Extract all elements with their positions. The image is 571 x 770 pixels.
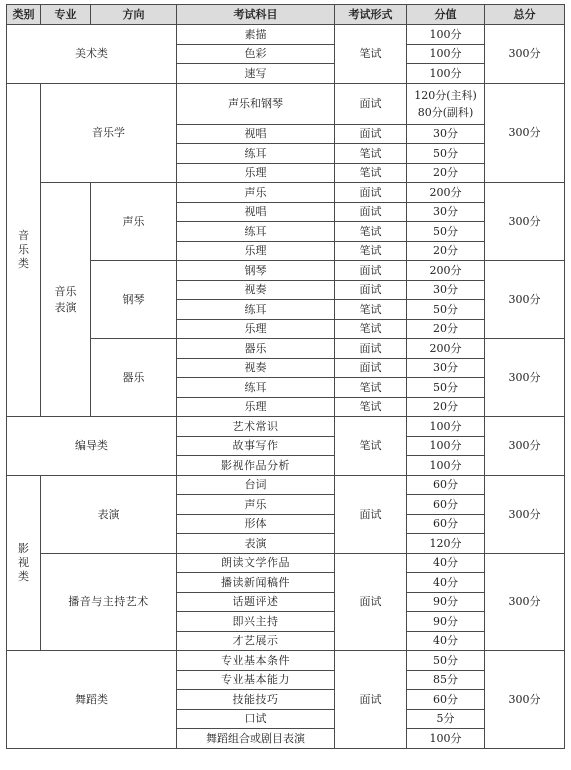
total-cell: 300分 [485, 651, 565, 749]
subject-cell: 即兴主持 [177, 612, 335, 632]
form-cell: 面试 [335, 83, 407, 124]
musicology-major: 音乐学 [41, 83, 177, 183]
score-cell: 85分 [407, 670, 485, 690]
form-cell: 面试 [335, 261, 407, 281]
form-cell: 笔试 [335, 241, 407, 261]
score-cell: 60分 [407, 495, 485, 515]
subject-cell: 故事写作 [177, 436, 335, 456]
total-cell: 300分 [485, 417, 565, 476]
header-score: 分值 [407, 5, 485, 25]
table-row [7, 261, 565, 281]
subject-cell: 声乐 [177, 495, 335, 515]
subject-cell: 器乐 [177, 339, 335, 359]
subject-cell: 播读新闻稿件 [177, 573, 335, 593]
subject-cell: 表演 [177, 534, 335, 554]
form-cell: 笔试 [335, 397, 407, 417]
subject-cell: 声乐和钢琴 [177, 83, 335, 124]
score-cell: 50分 [407, 144, 485, 164]
acting-major: 表演 [41, 475, 177, 553]
subject-cell: 练耳 [177, 222, 335, 242]
score-cell: 100分 [407, 456, 485, 476]
subject-cell: 视奏 [177, 280, 335, 300]
subject-cell: 技能技巧 [177, 690, 335, 710]
form-cell: 面试 [335, 651, 407, 749]
total-cell: 300分 [485, 475, 565, 553]
score-cell [407, 83, 485, 124]
header-category: 类别 [7, 5, 41, 25]
subject-cell: 乐理 [177, 163, 335, 183]
score-cell: 5分 [407, 709, 485, 729]
form-cell: 笔试 [335, 300, 407, 320]
exam-subjects-table [6, 4, 565, 749]
score-cell: 40分 [407, 573, 485, 593]
score-cell: 30分 [407, 358, 485, 378]
subject-cell: 朗读文学作品 [177, 553, 335, 573]
form-cell: 面试 [335, 183, 407, 203]
table-row [7, 83, 565, 124]
subject-cell: 口试 [177, 709, 335, 729]
score-cell: 50分 [407, 378, 485, 398]
subject-cell: 专业基本条件 [177, 651, 335, 671]
score-cell: 50分 [407, 222, 485, 242]
total-cell: 300分 [485, 339, 565, 417]
form-cell: 笔试 [335, 163, 407, 183]
score-cell: 100分 [407, 729, 485, 749]
subject-cell: 乐理 [177, 319, 335, 339]
form-cell: 笔试 [335, 319, 407, 339]
direction-cell: 器乐 [91, 339, 177, 417]
subject-cell: 形体 [177, 514, 335, 534]
header-total: 总分 [485, 5, 565, 25]
header-row [7, 5, 565, 25]
score-cell: 100分 [407, 436, 485, 456]
subject-cell: 乐理 [177, 241, 335, 261]
direction-cell: 钢琴 [91, 261, 177, 339]
form-cell: 面试 [335, 202, 407, 222]
form-cell: 面试 [335, 280, 407, 300]
score-cell: 100分 [407, 44, 485, 64]
score-cell: 100分 [407, 25, 485, 45]
subject-cell: 色彩 [177, 44, 335, 64]
score-cell: 20分 [407, 241, 485, 261]
dance-category: 舞蹈类 [7, 651, 177, 749]
score-cell: 30分 [407, 280, 485, 300]
subject-cell: 舞蹈组合或剧目表演 [177, 729, 335, 749]
direction-cell: 声乐 [91, 183, 177, 261]
score-cell: 90分 [407, 592, 485, 612]
header-subject: 考试科目 [177, 5, 335, 25]
music-category [7, 83, 41, 417]
total-cell: 300分 [485, 183, 565, 261]
form-cell: 面试 [335, 475, 407, 553]
form-cell: 笔试 [335, 222, 407, 242]
score-main: 120分(主科) [414, 88, 477, 102]
subject-cell: 专业基本能力 [177, 670, 335, 690]
table-row [7, 417, 565, 437]
score-cell: 60分 [407, 690, 485, 710]
subject-cell: 影视作品分析 [177, 456, 335, 476]
score-cell: 20分 [407, 163, 485, 183]
score-cell: 200分 [407, 339, 485, 359]
score-cell: 30分 [407, 202, 485, 222]
form-cell: 笔试 [335, 417, 407, 476]
subject-cell: 练耳 [177, 378, 335, 398]
subject-cell: 视奏 [177, 358, 335, 378]
score-cell: 60分 [407, 475, 485, 495]
subject-cell: 话题评述 [177, 592, 335, 612]
subject-cell: 视唱 [177, 202, 335, 222]
subject-cell: 练耳 [177, 144, 335, 164]
score-cell: 60分 [407, 514, 485, 534]
performance-major-label: 音乐表演 [54, 284, 77, 314]
subject-cell: 视唱 [177, 124, 335, 144]
form-cell: 面试 [335, 358, 407, 378]
score-cell: 100分 [407, 417, 485, 437]
score-cell: 20分 [407, 397, 485, 417]
subject-cell: 声乐 [177, 183, 335, 203]
subject-cell: 台词 [177, 475, 335, 495]
total-cell: 300分 [485, 25, 565, 84]
score-cell: 200分 [407, 261, 485, 281]
subject-cell: 才艺展示 [177, 631, 335, 651]
subject-cell: 速写 [177, 64, 335, 84]
score-cell: 100分 [407, 64, 485, 84]
subject-cell: 艺术常识 [177, 417, 335, 437]
subject-cell: 钢琴 [177, 261, 335, 281]
table-row [7, 183, 565, 203]
form-cell: 面试 [335, 124, 407, 144]
subject-cell: 练耳 [177, 300, 335, 320]
table-row [7, 25, 565, 45]
total-cell: 300分 [485, 83, 565, 183]
score-minor: 80分(副科) [417, 105, 474, 119]
table-row [7, 339, 565, 359]
film-category [7, 475, 41, 651]
table-row [7, 651, 565, 671]
score-cell: 200分 [407, 183, 485, 203]
header-major: 专业 [41, 5, 91, 25]
total-cell: 300分 [485, 553, 565, 651]
form-cell: 面试 [335, 339, 407, 359]
table-row [7, 475, 565, 495]
form-cell: 笔试 [335, 144, 407, 164]
form-cell: 笔试 [335, 25, 407, 84]
total-cell: 300分 [485, 261, 565, 339]
score-cell: 40分 [407, 553, 485, 573]
score-cell: 50分 [407, 651, 485, 671]
score-cell: 50分 [407, 300, 485, 320]
score-cell: 40分 [407, 631, 485, 651]
header-form: 考试形式 [335, 5, 407, 25]
form-cell: 面试 [335, 553, 407, 651]
score-cell: 20分 [407, 319, 485, 339]
form-cell: 笔试 [335, 378, 407, 398]
score-cell: 30分 [407, 124, 485, 144]
film-category-label: 影视类 [18, 541, 29, 583]
score-cell: 90分 [407, 612, 485, 632]
broadcasting-major: 播音与主持艺术 [41, 553, 177, 651]
subject-cell: 乐理 [177, 397, 335, 417]
directing-category: 编导类 [7, 417, 177, 476]
subject-cell: 素描 [177, 25, 335, 45]
table-row [7, 553, 565, 573]
art-category: 美术类 [7, 25, 177, 84]
score-cell: 120分 [407, 534, 485, 554]
performance-major [41, 183, 91, 417]
music-category-label: 音乐类 [18, 228, 29, 270]
header-direction: 方向 [91, 5, 177, 25]
